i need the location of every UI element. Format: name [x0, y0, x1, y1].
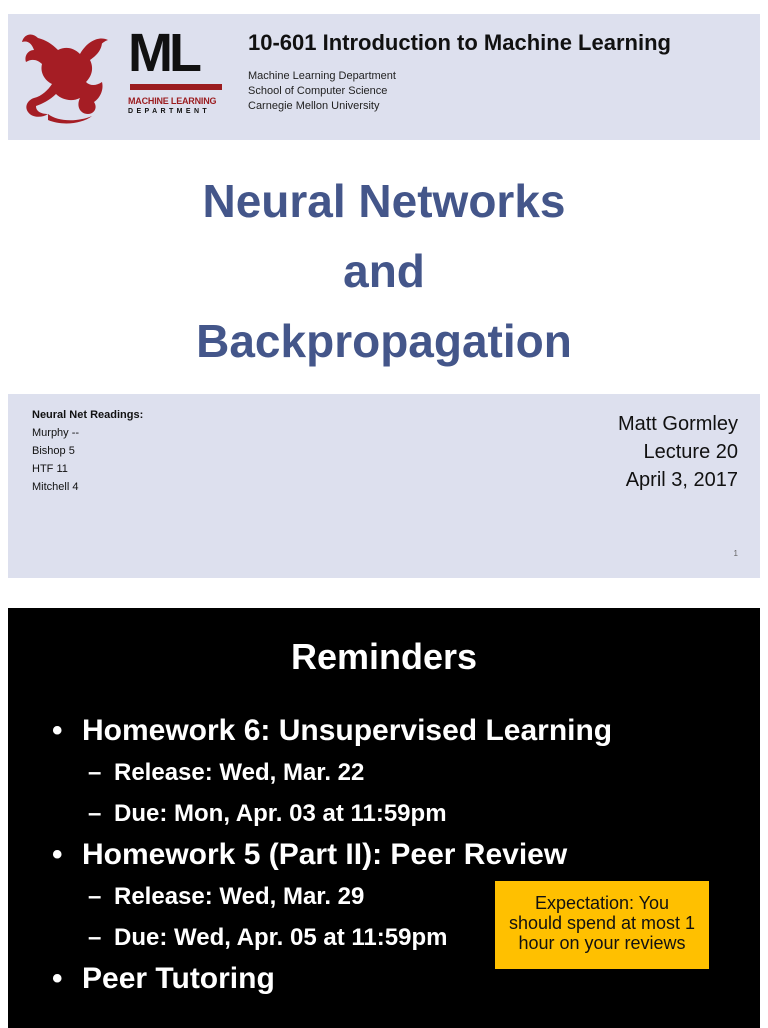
callout-line: hour on your reviews	[518, 933, 686, 953]
logo-bar	[130, 84, 222, 90]
expectation-callout	[495, 881, 709, 969]
dash-icon: –	[88, 800, 102, 827]
title-line: Neural Networks	[202, 175, 566, 227]
list-item	[52, 752, 612, 793]
footer-band	[8, 394, 760, 578]
reading-item: HTF 11	[32, 463, 68, 475]
callout-line: Expectation: You	[534, 893, 670, 913]
reading-item: Murphy --	[32, 427, 80, 439]
item-text: Release: Wed, Mar. 22	[114, 759, 365, 786]
callout-line: should spend at most 1	[508, 913, 696, 933]
reading-item: Bishop 5	[32, 445, 75, 457]
ml-department-logo	[128, 23, 224, 122]
title-line: Backpropagation	[196, 315, 572, 367]
title-line: and	[343, 245, 425, 297]
item-text: Homework 6: Unsupervised Learning	[82, 714, 613, 747]
reading-item: Mitchell 4	[32, 481, 79, 493]
item-text: Release: Wed, Mar. 29	[114, 883, 365, 910]
dragon-logo-icon	[18, 28, 110, 124]
logo-letters: ML	[128, 23, 198, 83]
readings-heading: Neural Net Readings:	[32, 409, 144, 421]
item-text: Due: Wed, Apr. 05 at 11:59pm	[114, 924, 448, 951]
readings-list	[32, 406, 143, 496]
department-info	[248, 69, 396, 114]
list-item	[52, 710, 612, 752]
bullet-icon: •	[52, 838, 63, 871]
dash-icon: –	[88, 883, 102, 910]
title-slide	[8, 14, 760, 578]
bullet-icon: •	[52, 714, 63, 747]
item-text: Homework 5 (Part II): Peer Review	[82, 838, 568, 871]
department-line: Machine Learning Department	[248, 70, 396, 82]
list-item	[52, 834, 612, 876]
item-text: Peer Tutoring	[82, 962, 275, 995]
author-name: Matt Gormley	[617, 413, 738, 435]
reminders-slide	[8, 608, 760, 1028]
course-title: 10-601 Introduction to Machine Learning	[248, 30, 671, 55]
author-block	[618, 410, 738, 494]
lecture-number: Lecture 20	[643, 441, 738, 463]
header-band	[8, 14, 760, 140]
school-line: School of Computer Science	[248, 85, 388, 97]
dash-icon: –	[88, 759, 102, 786]
university-line: Carnegie Mellon University	[248, 100, 380, 112]
item-text: Due: Mon, Apr. 03 at 11:59pm	[114, 800, 447, 827]
logo-text-line1: MACHINE LEARNING	[128, 96, 217, 106]
lecture-title	[8, 166, 760, 376]
logo-text-line2: DEPARTMENT	[128, 108, 211, 115]
list-item	[52, 793, 612, 834]
bullet-icon: •	[52, 962, 63, 995]
lecture-date: April 3, 2017	[625, 469, 738, 491]
page-number: 1	[733, 549, 738, 558]
dash-icon: –	[88, 924, 102, 951]
slide-title: Reminders	[290, 636, 478, 677]
